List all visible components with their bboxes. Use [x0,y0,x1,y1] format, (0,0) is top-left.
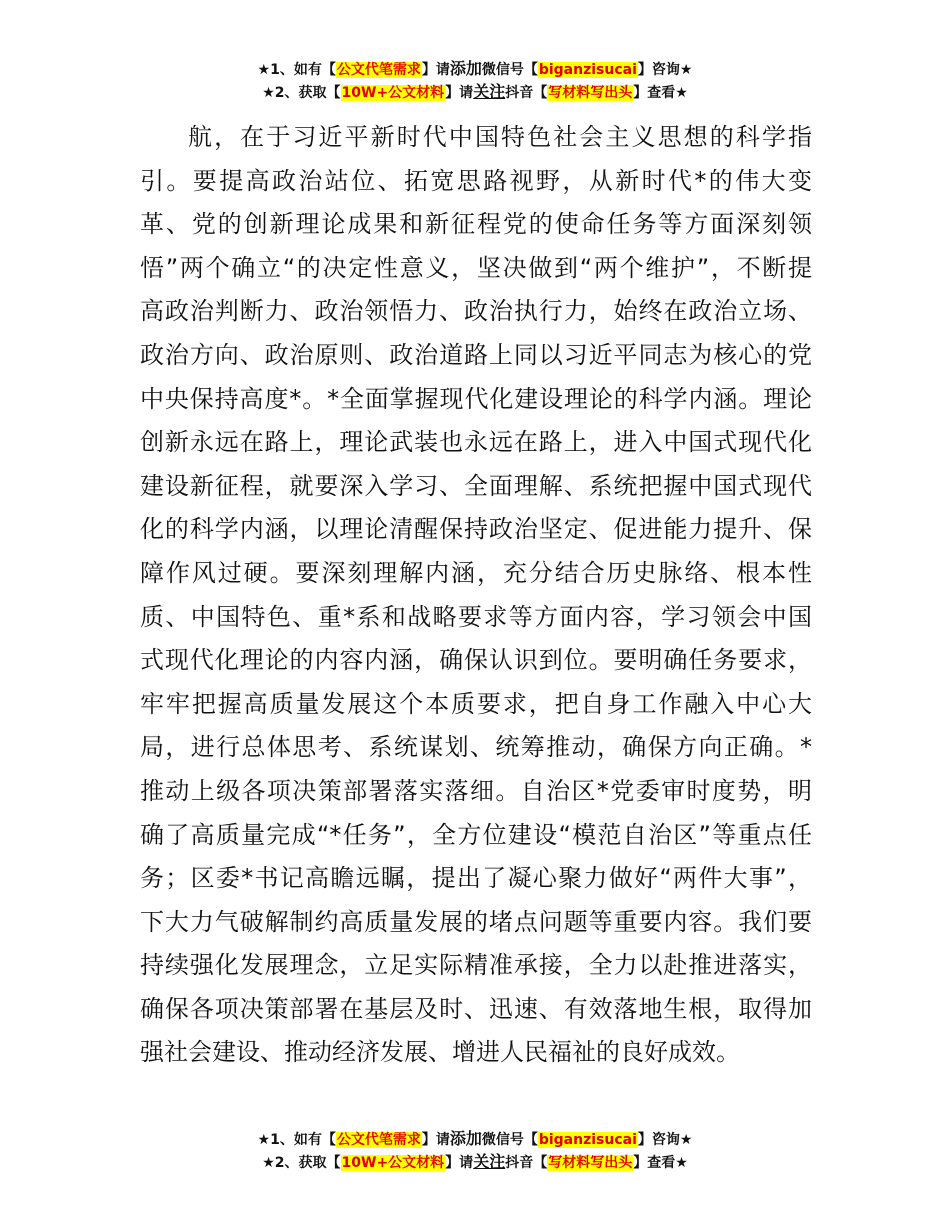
banner-text: 】咨询★ [637,1132,693,1148]
header-banner [0,58,950,104]
banner-text: ★2、获取【 [262,85,341,101]
body-line: 下大力气破解制约高质量发展的堵点问题等重要内容。我们要 [140,907,812,936]
body-line: 障作风过硬。要深刻理解内涵，充分结合历史脉络、根本性 [140,558,812,587]
banner-highlight-wechat-id: biganzisucai [538,62,637,78]
banner-highlight-materials: 10W+公文材料 [341,1155,445,1171]
banner-highlight-douyin-id: 写材料写出头 [548,1155,633,1171]
banner-highlight-douyin-id: 写材料写出头 [548,85,633,101]
banner-text: 】咨询★ [637,62,693,78]
body-line: 持续强化发展理念，立足实际精准承接，全力以赴推进落实， [140,951,812,980]
banner-emphasis: 关注 [473,1152,506,1171]
banner-line-2 [0,1151,950,1174]
banner-line-1 [0,58,950,81]
banner-text: 微信号【 [481,1132,538,1148]
banner-text: 抖音【 [505,1155,548,1171]
footer-banner [0,1128,950,1174]
body-line: 确了高质量完成“*任务”，全方位建设“模范自治区”等重点任 [140,820,812,849]
banner-text: 】请 [445,1155,474,1171]
banner-text: ★2、获取【 [262,1155,341,1171]
body-line: 悟”两个确立“的决定性意义，坚决做到“两个维护”，不断提 [140,253,812,282]
banner-highlight-service: 公文代笔需求 [336,62,421,78]
banner-emphasis: 关注 [473,82,506,101]
body-line: 化的科学内涵，以理论清醒保持政治坚定、促进能力提升、保 [140,515,812,544]
body-line: 质、中国特色、重*系和战略要求等方面内容，学习领会中国 [140,602,812,631]
banner-text: ★1、如有【 [257,1132,336,1148]
banner-text: 】查看★ [633,85,688,101]
banner-highlight-wechat-id: biganzisucai [538,1132,637,1148]
banner-line-1 [0,1128,950,1151]
banner-highlight-materials: 10W+公文材料 [341,85,445,101]
body-line: 革、党的创新理论成果和新征程党的使命任务等方面深刻领 [140,210,812,239]
body-line: 式现代化理论的内容内涵，确保认识到位。要明确任务要求， [140,646,812,675]
body-line: 确保各项决策部署在基层及时、迅速、有效落地生根，取得加 [140,994,812,1023]
banner-text: ★1、如有【 [257,62,336,78]
banner-text: 】查看★ [633,1155,688,1171]
body-line: 推动上级各项决策部署落实落细。自治区*党委审时度势，明 [140,776,812,805]
banner-emphasis: 添加 [449,59,482,78]
body-line: 引。要提高政治站位、拓宽思路视野，从新时代*的伟大变 [140,166,812,195]
body-line: 中央保持高度*。*全面掌握现代化建设理论的科学内涵。理论 [140,384,812,413]
banner-text: 】请 [421,62,450,78]
body-line: 局，进行总体思考、系统谋划、统筹推动，确保方向正确。* [140,733,812,762]
body-line: 牢牢把握高质量发展这个本质要求，把自身工作融入中心大 [140,689,812,718]
banner-text: 】请 [445,85,474,101]
body-line: 政治方向、政治原则、政治道路上同以习近平同志为核心的党 [140,340,812,369]
body-line: 务；区委*书记高瞻远瞩，提出了凝心聚力做好“两件大事”， [140,864,812,893]
banner-text: 微信号【 [481,62,538,78]
body-line: 航，在于习近平新时代中国特色社会主义思想的科学指 [188,123,812,151]
body-line: 创新永远在路上，理论武装也永远在路上，进入中国式现代化 [140,428,812,457]
body-line: 强社会建设、推动经济发展、增进人民福祉的良好成效。 [140,1038,740,1067]
banner-highlight-service: 公文代笔需求 [336,1132,421,1148]
document-body [140,116,812,1075]
banner-line-2 [0,81,950,104]
body-line: 高政治判断力、政治领悟力、政治执行力，始终在政治立场、 [140,297,812,326]
body-line: 建设新征程，就要深入学习、全面理解、系统把握中国式现代 [140,471,812,500]
banner-text: 】请 [421,1132,450,1148]
banner-emphasis: 添加 [449,1129,482,1148]
banner-text: 抖音【 [505,85,548,101]
